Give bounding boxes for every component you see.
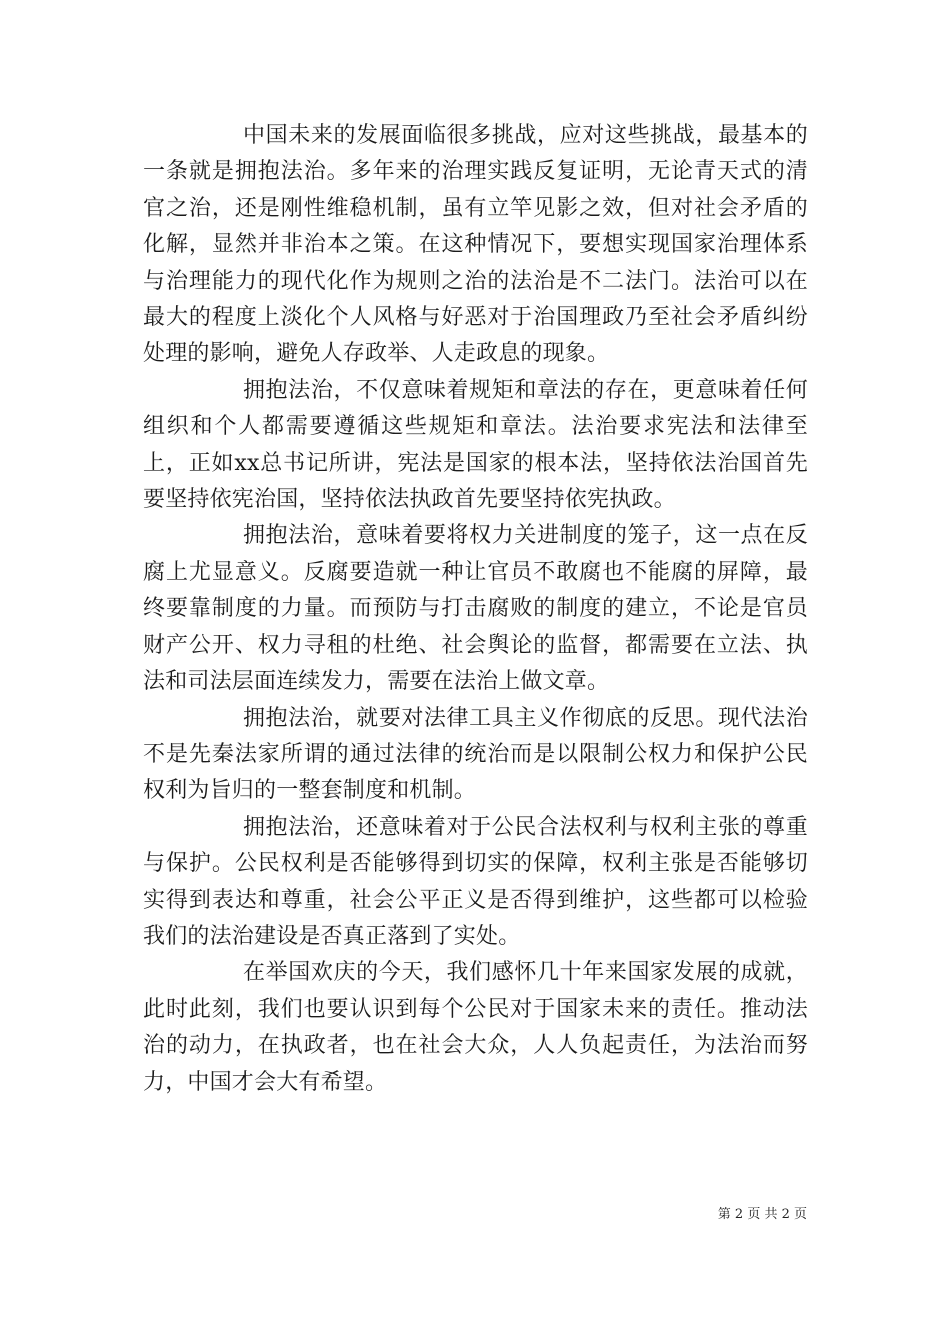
paragraph-2: 拥抱法治，不仅意味着规矩和章法的存在，更意味着任何组织和个人都需要遵循这些规矩和章法。法治要求宪法和法律至上，正如xx总书记所讲，宪法是国家的根本法，坚持依法治国首先要坚持依宪治国，坚持依法执政首先要坚持依宪执政。 [143, 377, 808, 513]
document-body [143, 118, 808, 1101]
paragraph-6: 在举国欢庆的今天，我们感怀几十年来国家发展的成就，此时此刻，我们也要认识到每个公民对于国家未来的责任。推动法治的动力，在执政者，也在社会大众，人人负起责任，为法治而努力，中国才会大有希望。 [143, 960, 808, 1095]
paragraph-4: 拥抱法治，就要对法律工具主义作彻底的反思。现代法治不是先秦法家所谓的通过法律的统治而是以限制公权力和保护公民权利为旨归的一整套制度和机制。 [143, 705, 808, 804]
paragraph-1: 中国未来的发展面临很多挑战，应对这些挑战，最基本的一条就是拥抱法治。多年来的治理实践反复证明，无论青天式的清官之治，还是刚性维稳机制，虽有立竿见影之效，但对社会矛盾的化解，显然并非治本之策。在这种情况下，要想实现国家治理体系与治理能力的现代化作为规则之治的法治是不二法门。法治可以在最大的程度上淡化个人风格与好恶对于治国理政乃至社会矛盾纠纷处理的影响，避免人存政举、人走政息的现象。 [143, 123, 808, 367]
paragraph-5: 拥抱法治，还意味着对于公民合法权利与权利主张的尊重与保护。公民权利是否能够得到切实的保障，权利主张是否能够切实得到表达和尊重，社会公平正义是否得到维护，这些都可以检验我们的法治建设是否真正落到了实处。 [143, 814, 808, 949]
paragraph-3: 拥抱法治，意味着要将权力关进制度的笼子，这一点在反腐上尤显意义。反腐要造就一种让官员不敢腐也不能腐的屏障，最终要靠制度的力量。而预防与打击腐败的制度的建立，不论是官员财产公开、权力寻租的杜绝、社会舆论的监督，都需要在立法、执法和司法层面连续发力，需要在法治上做文章。 [143, 523, 808, 695]
page-number-footer: 第 2 页 共 2 页 [717, 1207, 807, 1222]
